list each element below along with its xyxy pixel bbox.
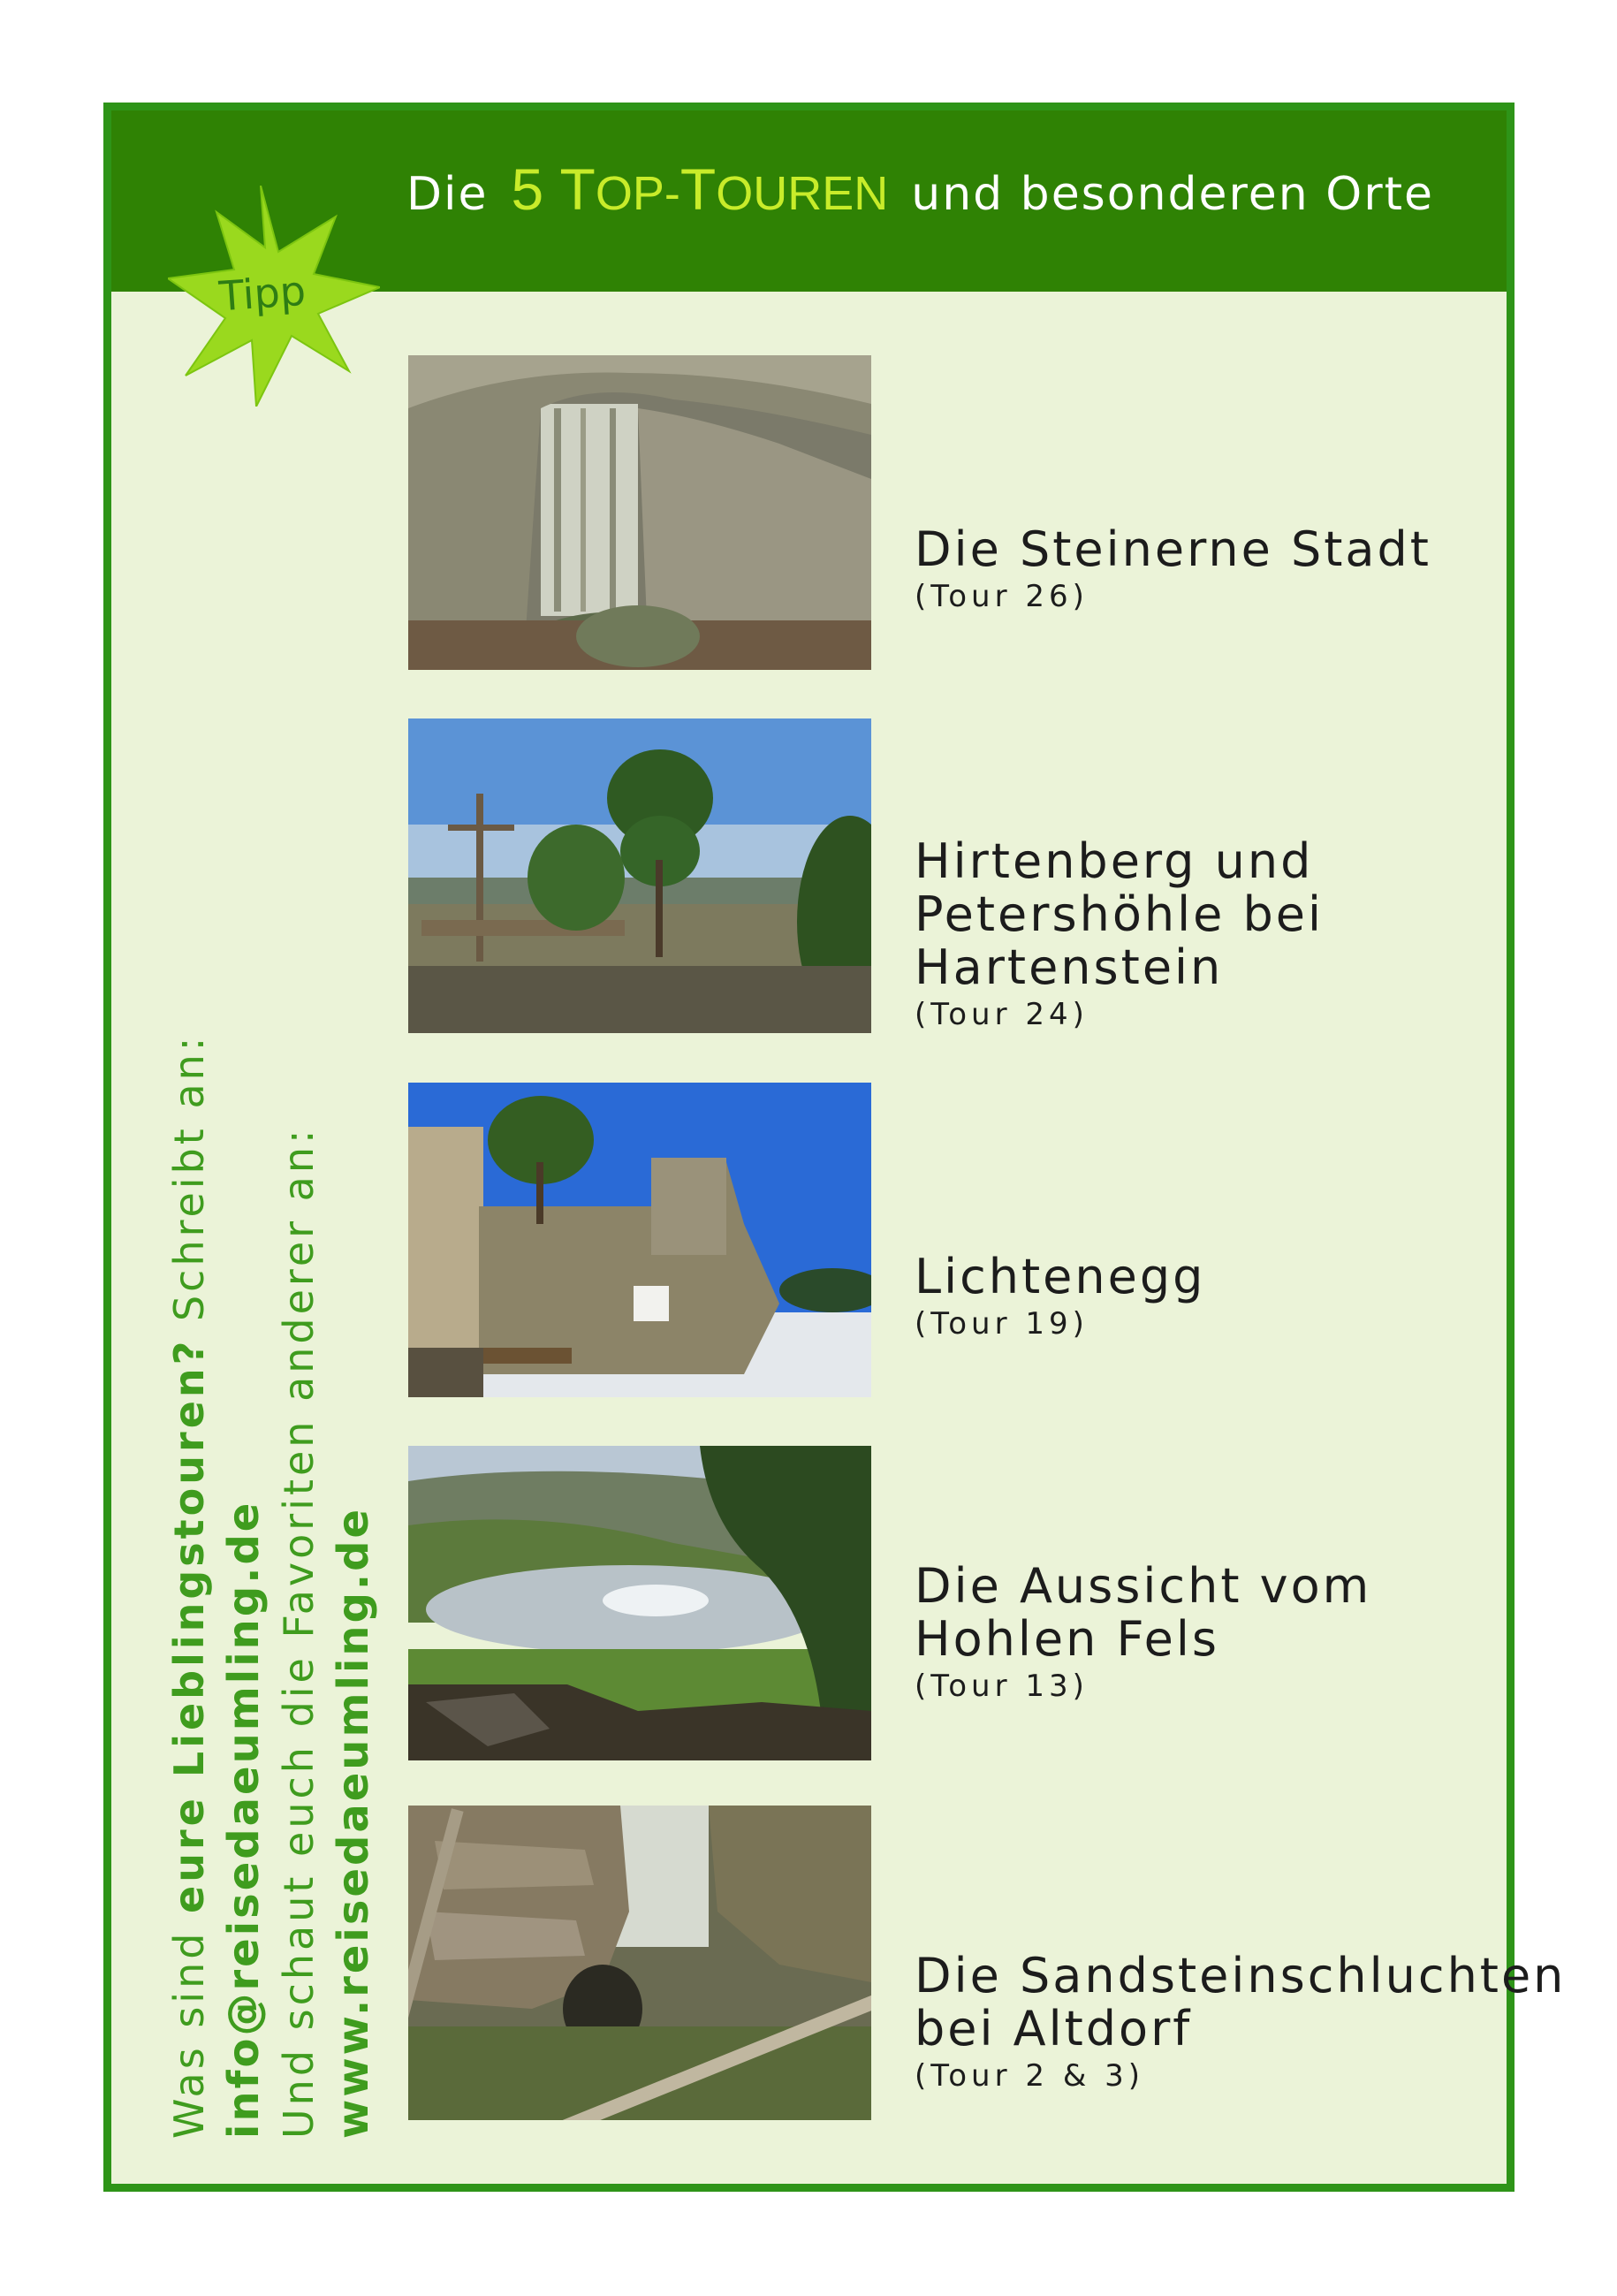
tour-3 [915, 1197, 1205, 1397]
photo-hohler-fels [408, 1446, 871, 1760]
tour-3-ref: (Tour 19) [915, 1306, 1089, 1342]
tour-4-ref: (Tour 13) [915, 1669, 1089, 1704]
tour-5 [915, 1897, 1566, 2149]
tour-2 [915, 782, 1324, 1088]
title-prefix: Die [406, 168, 489, 221]
tour-2-ref: (Tour 24) [915, 997, 1089, 1032]
side-note [162, 1033, 381, 2139]
tour-5-ref: (Tour 2 & 3) [915, 2058, 1145, 2094]
title-suffix: und besonderen Orte [911, 168, 1434, 221]
title-highlight: 5 TOP-TOUREN [511, 156, 889, 222]
photo-sandsteinschluchten [408, 1806, 871, 2120]
page-title [406, 156, 1434, 235]
tour-4-title: Die Aussicht vom Hohlen Fels [915, 1558, 1372, 1667]
tour-3-title: Lichtenegg [915, 1249, 1206, 1304]
tour-4 [915, 1507, 1371, 1760]
photo-steinerne-stadt [408, 355, 871, 670]
website-link[interactable]: www.reisedaeumling.de [329, 1506, 378, 2139]
tour-2-title: Hirtenberg und Petershöhle bei Hartenstein [915, 833, 1324, 995]
side-line-question: Was sind eure Lieblingstouren? Schreibt an: [165, 1033, 213, 2139]
email-link[interactable]: info@reisedaeumling.de [219, 1500, 269, 2139]
tipp-label: Tipp [217, 266, 307, 321]
photo-lichtenegg [408, 1083, 871, 1397]
tour-1 [915, 470, 1431, 670]
tour-1-ref: (Tour 26) [915, 579, 1089, 614]
photo-hirtenberg [408, 718, 871, 1033]
side-line-favorites: Und schaut euch die Favoriten anderer an: [275, 1126, 323, 2139]
tour-1-title: Die Steinerne Stadt [915, 521, 1431, 577]
tour-5-title: Die Sandsteinschluchten bei Altdorf [915, 1948, 1567, 2057]
